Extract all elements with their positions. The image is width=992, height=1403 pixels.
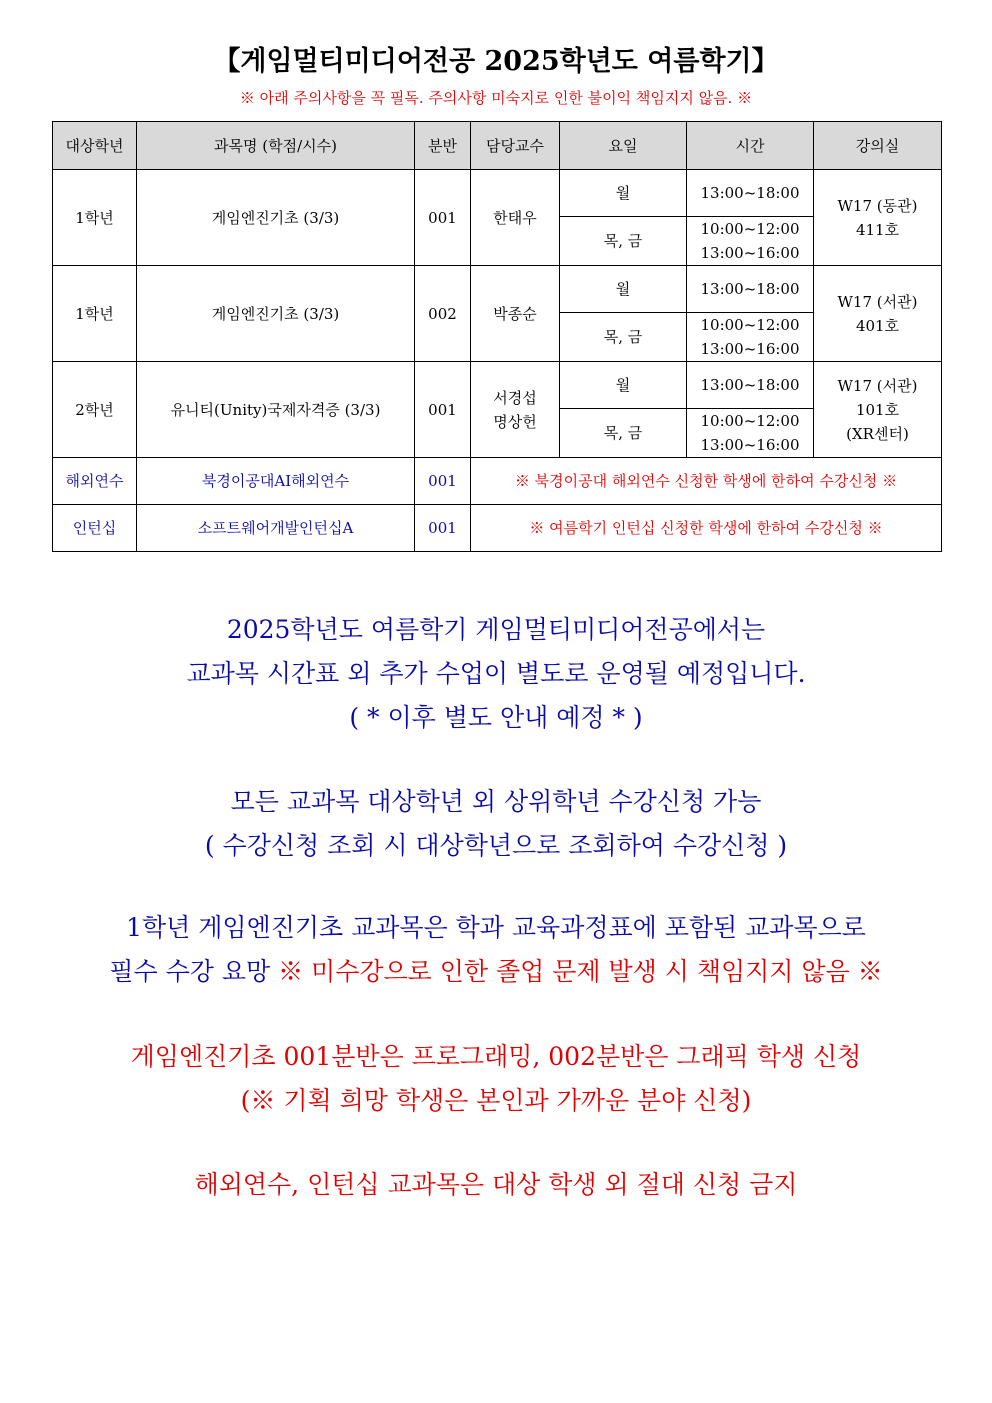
warning-notice: ※ 아래 주의사항을 꼭 필독. 주의사항 미숙지로 인한 불이익 책임지지 않음. ※: [239, 89, 753, 107]
note-line: ( 수강신청 조회 시 대상학년으로 조회하여 수강신청 ): [204, 831, 788, 860]
cell-time: 13:00~18:00: [687, 362, 814, 409]
room-number: 101호: [855, 400, 900, 419]
cell-section: 001: [415, 362, 471, 458]
cell-course: 게임엔진기초 (3/3): [137, 266, 415, 362]
cell-room: [814, 266, 942, 362]
note-line: 교과목 시간표 외 추가 수업이 별도로 운영될 예정입니다.: [186, 659, 806, 688]
note-line: 2025학년도 여름학기 게임멀티미디어전공에서는: [226, 615, 766, 644]
table-row: [53, 170, 942, 217]
note-text: 필수 수강 요망: [109, 957, 279, 986]
cell-day: 목, 금: [560, 217, 687, 266]
table-row: [53, 266, 942, 313]
cell-time: [687, 313, 814, 362]
room-number: 411호: [855, 220, 900, 239]
cell-room: [814, 362, 942, 458]
schedule-table: [52, 121, 942, 552]
header-course: 과목명 (학점/시수): [137, 122, 415, 170]
note-required-course: [0, 906, 992, 994]
cell-section: 001: [415, 458, 471, 505]
time-slot: 10:00~12:00: [700, 412, 800, 430]
header-grade: 대상학년: [53, 122, 137, 170]
cell-note: ※ 여름학기 인턴십 신청한 학생에 한하여 수강신청 ※: [471, 505, 942, 552]
note-line: 게임엔진기초 001분반은 프로그래밍, 002분반은 그래픽 학생 신청: [130, 1042, 862, 1071]
note-warning: ※ 미수강으로 인한 졸업 문제 발생 시 책임지지 않음 ※: [278, 957, 883, 986]
cell-time: [687, 409, 814, 458]
cell-room: [814, 170, 942, 266]
note-upper-grade: [0, 780, 992, 868]
cell-time: [687, 217, 814, 266]
note-line: 모든 교과목 대상학년 외 상위학년 수강신청 가능: [230, 787, 762, 816]
page-title: 【게임멀티미디어전공 2025학년도 여름학기】: [213, 46, 779, 77]
room-number: 401호: [855, 316, 900, 335]
cell-time: 13:00~18:00: [687, 170, 814, 217]
cell-grade: 1학년: [53, 170, 137, 266]
cell-course: 북경이공대AI해외연수: [137, 458, 415, 505]
cell-section: 001: [415, 505, 471, 552]
cell-day: 목, 금: [560, 313, 687, 362]
note-line: ( * 이후 별도 안내 예정 * ): [349, 703, 643, 732]
time-slot: 10:00~12:00: [700, 316, 800, 334]
header-section: 분반: [415, 122, 471, 170]
professor-name: 박종순: [493, 304, 537, 323]
cell-professor: [471, 266, 560, 362]
note-section-choice: [0, 1035, 992, 1123]
cell-section: 002: [415, 266, 471, 362]
time-slot: 10:00~12:00: [700, 220, 800, 238]
table-row-internship: [53, 505, 942, 552]
cell-day: 월: [560, 362, 687, 409]
room-building: W17 (동관): [837, 196, 918, 215]
cell-grade: 해외연수: [53, 458, 137, 505]
note-line: 1학년 게임엔진기초 교과목은 학과 교육과정표에 포함된 교과목으로: [126, 913, 866, 942]
room-building: W17 (서관): [837, 292, 918, 311]
time-slot: 13:00~16:00: [700, 244, 800, 262]
cell-note: ※ 북경이공대 해외연수 신청한 학생에 한하여 수강신청 ※: [471, 458, 942, 505]
time-slot: 13:00~16:00: [700, 340, 800, 358]
cell-professor: [471, 362, 560, 458]
cell-grade: 인턴십: [53, 505, 137, 552]
table-row: [53, 362, 942, 409]
professor-name: 한태우: [493, 208, 537, 227]
cell-section: 001: [415, 170, 471, 266]
cell-course: 소프트웨어개발인턴십A: [137, 505, 415, 552]
note-line: (※ 기획 희망 학생은 본인과 가까운 분야 신청): [240, 1086, 752, 1115]
professor-name: 서경섭: [493, 388, 537, 407]
cell-grade: 2학년: [53, 362, 137, 458]
note-prohibition: [0, 1163, 992, 1207]
cell-day: 월: [560, 170, 687, 217]
header-professor: 담당교수: [471, 122, 560, 170]
cell-professor: [471, 170, 560, 266]
cell-day: 월: [560, 266, 687, 313]
cell-course: 유니티(Unity)국제자격증 (3/3): [137, 362, 415, 458]
room-center: (XR센터): [846, 424, 909, 443]
room-building: W17 (서관): [837, 376, 918, 395]
cell-grade: 1학년: [53, 266, 137, 362]
cell-course: 게임엔진기초 (3/3): [137, 170, 415, 266]
note-line: 해외연수, 인턴십 교과목은 대상 학생 외 절대 신청 금지: [194, 1170, 798, 1199]
table-header-row: [53, 122, 942, 170]
time-slot: 13:00~16:00: [700, 436, 800, 454]
header-day: 요일: [560, 122, 687, 170]
professor-name: 명상헌: [493, 412, 537, 431]
header-time: 시간: [687, 122, 814, 170]
cell-time: 13:00~18:00: [687, 266, 814, 313]
header-room: 강의실: [814, 122, 942, 170]
cell-day: 목, 금: [560, 409, 687, 458]
note-line: [0, 950, 992, 994]
table-row-overseas: [53, 458, 942, 505]
note-extra-classes: [0, 608, 992, 740]
